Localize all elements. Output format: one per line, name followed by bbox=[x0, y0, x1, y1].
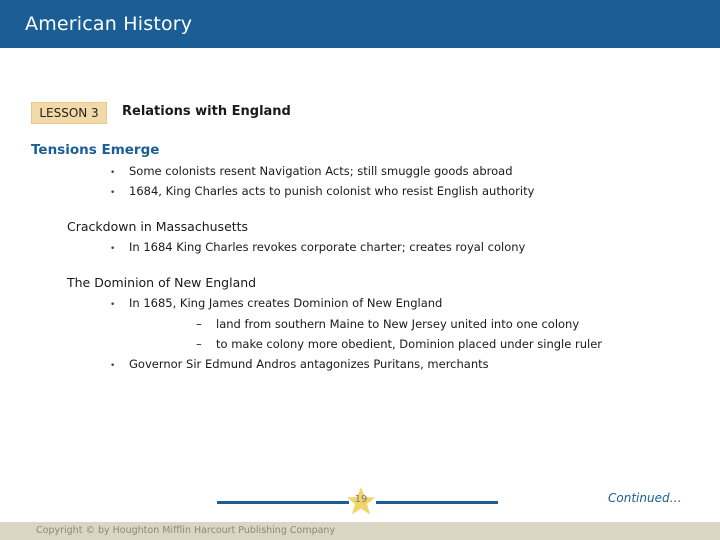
copyright-text: Copyright © by Houghton Mifflin Harcourt Publishing Company bbox=[36, 525, 336, 536]
bullet-text: In 1684 King Charles revokes corporate charter; creates royal colony bbox=[129, 240, 526, 254]
bullet-item bbox=[110, 184, 534, 198]
sub-bullet-item bbox=[196, 337, 602, 351]
sub-bullet-item bbox=[196, 317, 579, 331]
header-bar bbox=[0, 0, 720, 48]
sub-bullet-text: to make colony more obedient, Dominion placed under single ruler bbox=[216, 337, 603, 351]
bullet-icon: • bbox=[110, 168, 116, 178]
section-heading: Tensions Emerge bbox=[31, 142, 160, 158]
footer-rule-left bbox=[217, 501, 349, 504]
bullet-text: 1684, King Charles acts to punish colonist who resist English authority bbox=[129, 184, 535, 198]
subsection-heading: The Dominion of New England bbox=[67, 275, 257, 290]
bullet-icon: • bbox=[110, 244, 116, 254]
dash-icon: – bbox=[196, 337, 202, 351]
bullet-icon: • bbox=[110, 300, 116, 310]
footer-rule-right bbox=[376, 501, 498, 504]
bullet-text: Governor Sir Edmund Andros antagonizes Puritans, merchants bbox=[129, 357, 489, 371]
bullet-text: Some colonists resent Navigation Acts; still smuggle goods abroad bbox=[129, 164, 513, 178]
bullet-item bbox=[110, 357, 489, 371]
bullet-item bbox=[110, 164, 513, 178]
lesson-badge: LESSON 3 bbox=[31, 102, 107, 124]
bullet-icon: • bbox=[110, 361, 116, 371]
page-number: 19 bbox=[354, 494, 368, 505]
subsection-heading: Crackdown in Massachusetts bbox=[67, 219, 249, 234]
dash-icon: – bbox=[196, 317, 202, 331]
bullet-item bbox=[110, 296, 442, 310]
bullet-item bbox=[110, 240, 525, 254]
continued-label: Continued… bbox=[608, 491, 682, 505]
sub-bullet-text: land from southern Maine to New Jersey united into one colony bbox=[216, 317, 580, 331]
bullet-text: In 1685, King James creates Dominion of New England bbox=[129, 296, 443, 310]
app-title: American History bbox=[25, 13, 193, 35]
bullet-icon: • bbox=[110, 188, 116, 198]
lesson-title: Relations with England bbox=[122, 104, 291, 119]
